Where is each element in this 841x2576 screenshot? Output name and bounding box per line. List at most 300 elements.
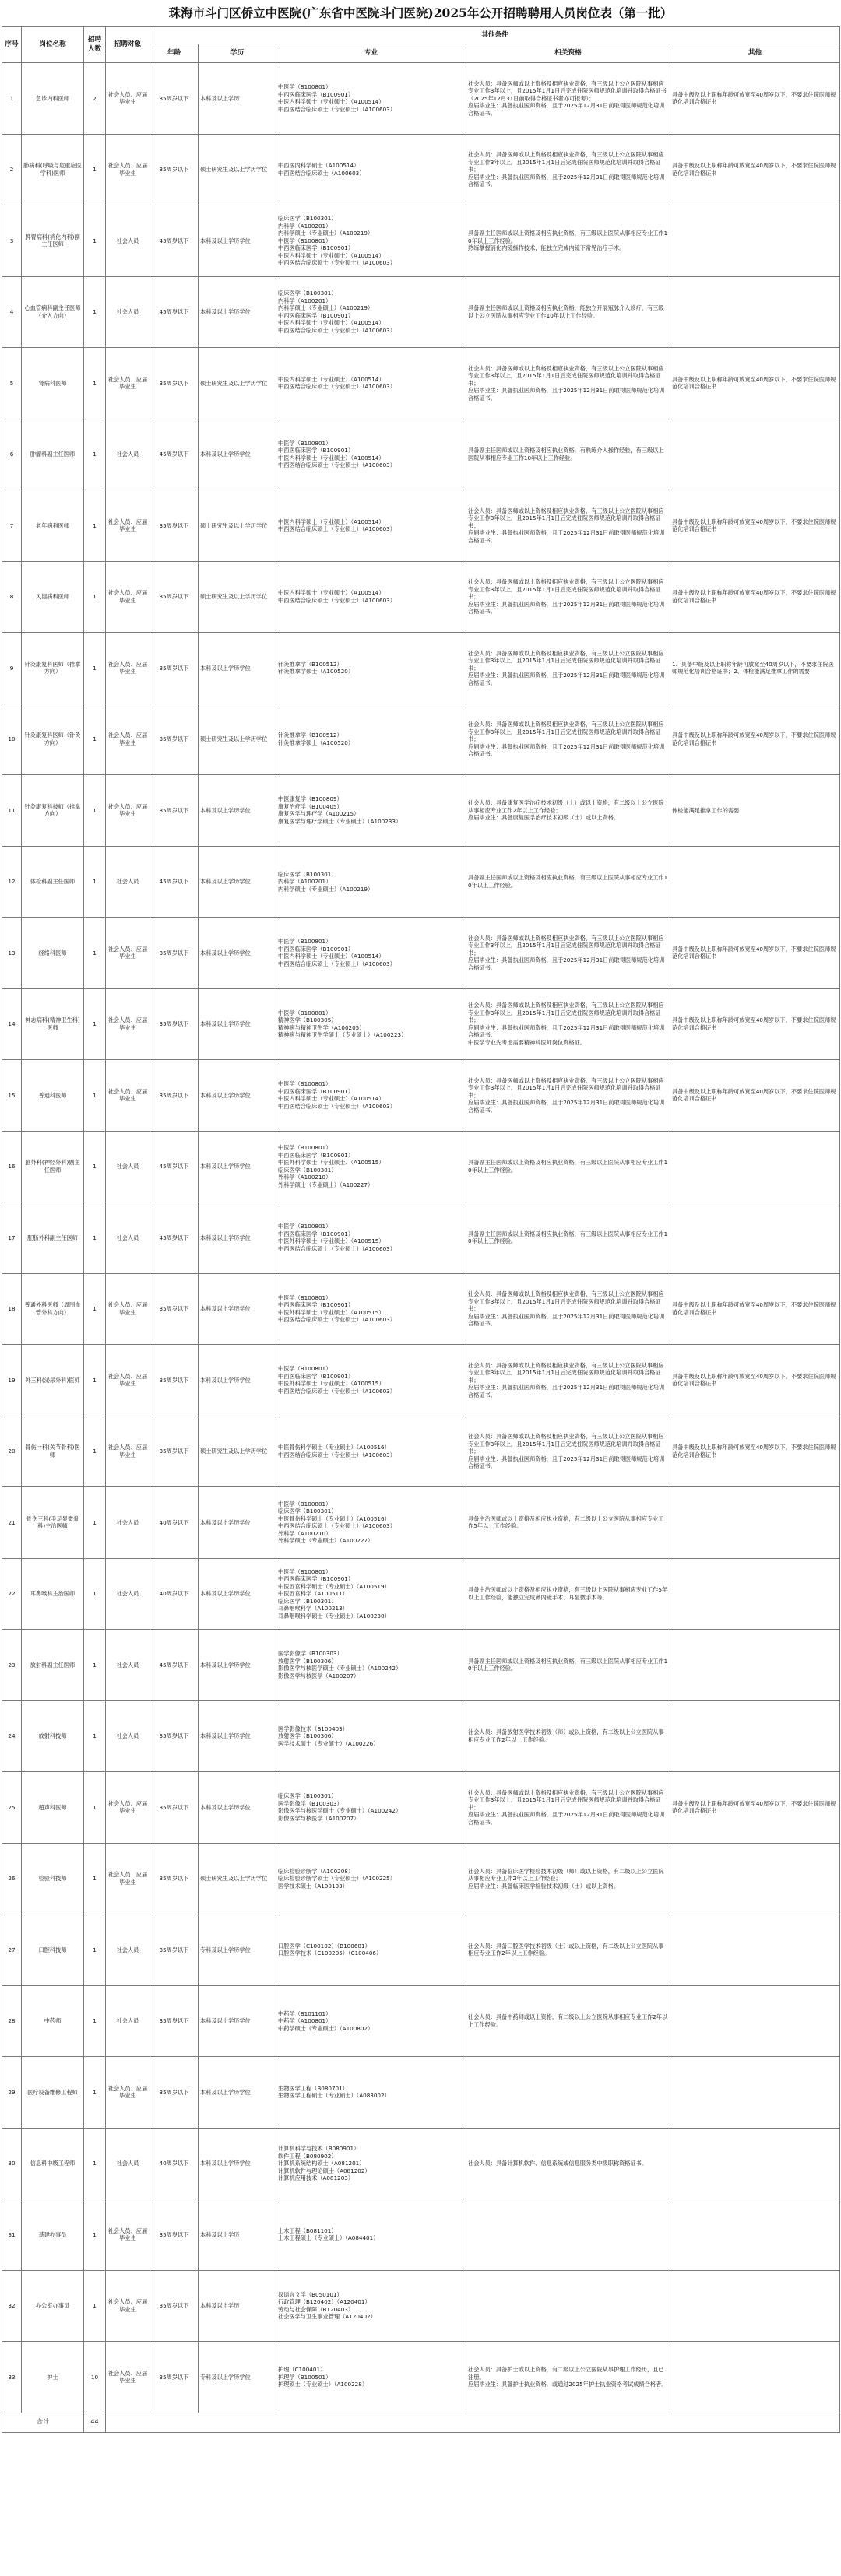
cell-other: 具备中级及以上职称年龄可放宽至40周岁以下，不要求住院医师规范化培训合格证书 (670, 1772, 840, 1844)
cell-index: 18 (2, 1273, 22, 1345)
table-row (2, 775, 840, 847)
cell-qualification: 社会人员：具备康复医学治疗技术初级（士）或以上资格，有二级以上公立医院从事相应专业工作2年以上工作经验； 应届毕业生：具备康复医学治疗技术初级（士）或以上资格。 (466, 775, 670, 847)
cell-qualification: 具备副主任医师或以上资格及相应执业资格，有三级以上医院从事相应专业工作10年以上工作经验。 熟练掌握消化内镜操作技术，能独立完成内镜下常见治疗手术。 (466, 205, 670, 277)
cell-education: 硕士研究生及以上学历学位 (199, 134, 276, 205)
cell-index: 6 (2, 419, 22, 490)
cell-major: 中医学（B100801） 中西医临床医学（B100901） 中医内科学硕士（专业硕士）（A100514） 中西医结合临床硕士（专业硕士）（A100603） (276, 419, 466, 490)
cell-target: 社会人员 (106, 1914, 150, 1986)
cell-education: 本科及以上学历学位 (199, 1345, 276, 1416)
cell-other (670, 205, 840, 277)
header-other: 其他 (670, 44, 840, 63)
table-row (2, 2342, 840, 2413)
cell-age: 45周岁以下 (150, 1630, 199, 1701)
cell-qualification: 社会人员：具备放射医学技术初级（师）或以上资格，有二级以上公立医院从事相应专业工作2年以上工作经验。 (466, 1700, 670, 1772)
cell-index: 3 (2, 205, 22, 277)
cell-position: 神志病科(精神卫生科)医师 (22, 988, 84, 1060)
cell-count: 1 (84, 1558, 106, 1630)
table-row (2, 704, 840, 775)
cell-other: 具备中级及以上职称年龄可放宽至40周岁以下，不要求住院医师规范化培训合格证书 (670, 134, 840, 205)
cell-index: 13 (2, 918, 22, 989)
cell-age: 35周岁以下 (150, 1060, 199, 1132)
cell-index: 1 (2, 63, 22, 135)
cell-other (670, 1558, 840, 1630)
cell-count: 1 (84, 2128, 106, 2199)
cell-other (670, 2199, 840, 2271)
table-row (2, 1843, 840, 1914)
table-row (2, 419, 840, 490)
cell-education: 本科及以上学历学位 (199, 2128, 276, 2199)
cell-other: 具备中级及以上职称年龄可放宽至40周岁以下，不要求住院医师规范化培训合格证书 (670, 348, 840, 419)
cell-age: 35周岁以下 (150, 561, 199, 633)
cell-index: 31 (2, 2199, 22, 2271)
cell-age: 35周岁以下 (150, 134, 199, 205)
cell-age: 35周岁以下 (150, 1914, 199, 1986)
cell-other: 体检能满足推拿工作的需要 (670, 775, 840, 847)
cell-qualification: 社会人员：具备医师或以上资格及相应执业资格，有三级以上公立医院从事相应专业工作3年以上，且2015年1月1日后完成住院医师规范化培训并取得合格证书； 应届毕业生：具备执业医师资格，且于2025年12月31日前取得医师规范化培训合格证书。 (466, 633, 670, 704)
cell-target: 社会人员 (106, 1487, 150, 1559)
table-row (2, 561, 840, 633)
cell-major: 中医学（B100801） 精神医学（B100305） 精神病与精神卫生学（A100205） 精神病与精神卫生学硕士（专业硕士）（A100223） (276, 988, 466, 1060)
total-filler (106, 2413, 840, 2432)
cell-count: 2 (84, 63, 106, 135)
cell-education: 本科及以上学历 (199, 63, 276, 135)
cell-index: 29 (2, 2057, 22, 2129)
cell-target: 社会人员、应届毕业生 (106, 1772, 150, 1844)
cell-major: 中医康复学（B100809） 康复治疗学（B100405） 康复医学与理疗学（A100215） 康复医学与理疗学硕士（专业硕士）（A100233） (276, 775, 466, 847)
cell-count: 1 (84, 1131, 106, 1202)
cell-count: 1 (84, 1416, 106, 1487)
cell-major: 土木工程（B081101） 土木工程硕士（专业硕士）（A084401） (276, 2199, 466, 2271)
cell-age: 45周岁以下 (150, 276, 199, 348)
cell-education: 本科及以上学历学位 (199, 1700, 276, 1772)
table-row (2, 2128, 840, 2199)
cell-index: 10 (2, 704, 22, 775)
cell-count: 1 (84, 633, 106, 704)
cell-age: 35周岁以下 (150, 1700, 199, 1772)
cell-qualification: 具备主治医师或以上资格及相应执业资格，有二级以上公立医院从事相应专业工作5年以上工作经验。 (466, 1487, 670, 1559)
cell-education: 本科及以上学历学位 (199, 1985, 276, 2057)
cell-position: 放射科技师 (22, 1700, 84, 1772)
cell-position: 耳鼻喉科主治医师 (22, 1558, 84, 1630)
cell-index: 33 (2, 2342, 22, 2413)
cell-other (670, 1985, 840, 2057)
cell-position: 针灸康复科医师（推拿方向） (22, 633, 84, 704)
cell-qualification: 社会人员：具备护士或以上资格，有二级以上公立医院从事护理工作经历，且已注册。 应届毕业生：具备护士执业资格，或通过2025年护士执业资格考试成绩合格者。 (466, 2342, 670, 2413)
cell-position: 普通科医师 (22, 1060, 84, 1132)
header-index: 序号 (2, 27, 22, 63)
total-row (2, 2413, 840, 2432)
table-row (2, 134, 840, 205)
cell-age: 35周岁以下 (150, 1273, 199, 1345)
cell-major: 中医学（B100801） 临床医学（B100301） 中医骨伤科学硕士（专业硕士）（A100516） 中西医结合临床硕士（专业硕士）（A100603） 外科学（A100210） 外科学硕士（专业硕士）（A100227） (276, 1487, 466, 1559)
cell-position: 口腔科技师 (22, 1914, 84, 1986)
cell-education: 硕士研究生及以上学历学位 (199, 1843, 276, 1914)
cell-target: 社会人员、应届毕业生 (106, 1345, 150, 1416)
cell-age: 35周岁以下 (150, 633, 199, 704)
cell-major: 中医学（B100801） 中西医临床医学（B100901） 中医外科学硕士（专业硕士）（A100515） 中西医结合临床硕士（专业硕士）（A100603） (276, 1273, 466, 1345)
cell-target: 社会人员 (106, 1700, 150, 1772)
cell-position: 老年病科医师 (22, 490, 84, 562)
cell-age: 35周岁以下 (150, 1416, 199, 1487)
cell-major: 医学影像技术（B100403） 放射医学（B100306） 医学技术硕士（专业硕士）（A100226） (276, 1700, 466, 1772)
cell-count: 1 (84, 1772, 106, 1844)
cell-major: 中医骨伤科学硕士（专业硕士）（A100516） 中西医结合临床硕士（专业硕士）（A100603） (276, 1416, 466, 1487)
cell-education: 本科及以上学历学位 (199, 1558, 276, 1630)
cell-position: 肛肠外科副主任医师 (22, 1202, 84, 1274)
total-count: 44 (84, 2413, 106, 2432)
cell-index: 11 (2, 775, 22, 847)
cell-count: 1 (84, 775, 106, 847)
cell-qualification: 社会人员：具备医师或以上资格及相应执业资格，有三级以上公立医院从事相应专业工作3年以上，且2015年1月1日后完成住院医师规范化培训并取得合格证书； 应届毕业生：具备执业医师资格，且于2025年12月31日前取得医师规范化培训合格证书。 (466, 348, 670, 419)
cell-qualification: 社会人员：具备医师或以上资格及相应执业资格，有三级以上公立医院从事相应专业工作3年以上，且2015年1月1日后完成住院医师规范化培训并取得合格证书； 应届毕业生：具备执业医师资格，且于2025年12月31日前取得医师规范化培训合格证书。 (466, 490, 670, 562)
cell-count: 1 (84, 134, 106, 205)
cell-position: 护士 (22, 2342, 84, 2413)
cell-target: 社会人员、应届毕业生 (106, 2199, 150, 2271)
cell-other (670, 1630, 840, 1701)
cell-target: 社会人员、应届毕业生 (106, 633, 150, 704)
cell-education: 本科及以上学历 (199, 2199, 276, 2271)
cell-position: 外三科(泌尿外科)医师 (22, 1345, 84, 1416)
cell-education: 本科及以上学历学位 (199, 276, 276, 348)
cell-target: 社会人员 (106, 2128, 150, 2199)
cell-index: 12 (2, 846, 22, 918)
cell-age: 35周岁以下 (150, 1985, 199, 2057)
cell-education: 硕士研究生及以上学历学位 (199, 561, 276, 633)
cell-qualification: 具备副主任医师或以上资格及相应执业资格，有熟练介入操作经验，有三级以上医院从事相应专业工作10年以上工作经验。 (466, 419, 670, 490)
cell-index: 24 (2, 1700, 22, 1772)
table-row (2, 1487, 840, 1559)
cell-index: 7 (2, 490, 22, 562)
table-row (2, 1202, 840, 1274)
cell-major: 中医内科学硕士（专业硕士）（A100514） 中西医结合临床硕士（专业硕士）（A100603） (276, 490, 466, 562)
header-major: 专业 (276, 44, 466, 63)
cell-position: 骨伤三科(手足显微骨科)主治医师 (22, 1487, 84, 1559)
cell-index: 17 (2, 1202, 22, 1274)
cell-education: 本科及以上学历 (199, 2270, 276, 2342)
cell-qualification: 社会人员：具备医师或以上资格及相应执业资格，有三级以上公立医院从事相应专业工作3年以上，且2015年1月1日后完成住院医师规范化培训并取得合格证书； 应届毕业生：具备执业医师资格，且于2025年12月31日前取得医师规范化培训合格证书。 (466, 1416, 670, 1487)
cell-other: 具备中级及以上职称年龄可放宽至40周岁以下，不要求住院医师规范化培训合格证书 (670, 1416, 840, 1487)
cell-qualification: 社会人员：具备口腔医学技术初级（士）或以上资格，有二级以上公立医院从事相应专业工作2年以上工作经验。 (466, 1914, 670, 1986)
table-row (2, 1985, 840, 2057)
cell-age: 40周岁以下 (150, 1558, 199, 1630)
cell-target: 社会人员 (106, 1202, 150, 1274)
cell-target: 社会人员、应届毕业生 (106, 1843, 150, 1914)
cell-index: 25 (2, 1772, 22, 1844)
cell-count: 1 (84, 2199, 106, 2271)
cell-index: 4 (2, 276, 22, 348)
cell-other (670, 419, 840, 490)
cell-qualification: 社会人员：具备医师或以上资格及相应执业资格，有三级以上公立医院从事相应专业工作3年以上，且2015年1月1日后完成住院医师规范化培训并取得合格证书； 应届毕业生：具备执业医师资格，且于2025年12月31日前取得医师规范化培训合格证书。 (466, 1273, 670, 1345)
table-row (2, 2270, 840, 2342)
header-age: 年龄 (150, 44, 199, 63)
table-row (2, 63, 840, 135)
cell-education: 本科及以上学历学位 (199, 1772, 276, 1844)
cell-qualification: 具备副主任医师或以上资格及相应执业资格，有三级以上医院从事相应专业工作10年以上工作经验。 (466, 1202, 670, 1274)
cell-education: 本科及以上学历学位 (199, 1060, 276, 1132)
total-label: 合计 (2, 2413, 84, 2432)
cell-position: 检验科技师 (22, 1843, 84, 1914)
positions-table (2, 26, 840, 2433)
cell-education: 本科及以上学历学位 (199, 918, 276, 989)
cell-qualification: 具备主治医师或以上资格及相应执业资格，有三级以上医院从事相应专业工作5年以上工作经验，能独立完成鼻内镜手术、耳显微手术等。 (466, 1558, 670, 1630)
cell-index: 20 (2, 1416, 22, 1487)
cell-count: 1 (84, 704, 106, 775)
cell-qualification: 社会人员：具备临床医学检验技术初级（师）或以上资格，有二级以上公立医院从事相应专业工作2年以上工作经验； 应届毕业生：具备临床医学检验技术初级（士）或以上资格。 (466, 1843, 670, 1914)
cell-position: 骨伤一科(关节骨科)医师 (22, 1416, 84, 1487)
cell-index: 27 (2, 1914, 22, 1986)
cell-other (670, 276, 840, 348)
cell-education: 本科及以上学历学位 (199, 1202, 276, 1274)
cell-major: 临床医学（B100301） 内科学（A100201） 内科学硕士（专业硕士）（A100219） 中医学（B100801） 中西医临床医学（B100901） 中医内科学硕士（专业硕士）（A100514） 中西医结合临床硕士（专业硕士）（A100603） (276, 205, 466, 277)
cell-other: 具备中级及以上职称年龄可放宽至40周岁以下，不要求住院医师规范化培训合格证书 (670, 918, 840, 989)
cell-qualification: 社会人员：具备医师或以上资格及相应执业资格，有三级以上公立医院从事相应专业工作3年以上，且2015年1月1日后完成住院医师规范化培训并取得合格证书； 应届毕业生：具备执业医师资格，且于2025年12月31日前取得医师规范化培训合格证书。 (466, 134, 670, 205)
cell-target: 社会人员 (106, 276, 150, 348)
cell-qualification: 社会人员：具备医师或以上资格及相应执业资格，有三级以上公立医院从事相应专业工作3年以上，且2015年1月1日后完成住院医师规范化培训并取得合格证书； 应届毕业生：具备执业医师资格，且于2025年12月31日前取得医师规范化培训合格证书。 (466, 1772, 670, 1844)
cell-target: 社会人员、应届毕业生 (106, 918, 150, 989)
cell-index: 30 (2, 2128, 22, 2199)
cell-major: 中医内科学硕士（专业硕士）（A100514） 中西医结合临床硕士（专业硕士）（A100603） (276, 348, 466, 419)
cell-other: 具备中级及以上职称年龄可放宽至40周岁以下，不要求住院医师规范化培训合格证书 (670, 1060, 840, 1132)
cell-education: 本科及以上学历学位 (199, 1131, 276, 1202)
cell-major: 中医学（B100801） 中西医临床医学（B100901） 中医五官科学硕士（专业硕士）（A100519） 中医五官科学（A100511） 临床医学（B100301） 耳鼻咽喉科学（A100213） 耳鼻咽喉科学硕士（专业硕士）（A100230） (276, 1558, 466, 1630)
table-row (2, 205, 840, 277)
cell-target: 社会人员、应届毕业生 (106, 134, 150, 205)
cell-index: 19 (2, 1345, 22, 1416)
cell-position: 普通外科医师（周围血管外科方向） (22, 1273, 84, 1345)
cell-other (670, 2342, 840, 2413)
cell-position: 脾胃病科(消化内科)副主任医师 (22, 205, 84, 277)
cell-qualification: 社会人员：具备医师或以上资格及相应执业资格，有三级以上公立医院从事相应专业工作3年以上，且2015年1月1日后完成住院医师规范化培训并取得合格证书（2025年12月31日前取得合格证书者亦可报考）； 应届毕业生：具备执业医师资格，且于2025年12月31日前取得医师规范化培训合格证书。 (466, 63, 670, 135)
cell-count: 1 (84, 2270, 106, 2342)
table-row (2, 2057, 840, 2129)
cell-major: 计算机科学与技术（B080901） 软件工程（B080902） 计算机系统结构硕士（A081201） 计算机软件与理论硕士（A081202） 计算机应用技术（A081203） (276, 2128, 466, 2199)
cell-age: 35周岁以下 (150, 2057, 199, 2129)
cell-education: 硕士研究生及以上学历学位 (199, 490, 276, 562)
header-target: 招聘对象 (106, 27, 150, 63)
cell-other: 具备中级及以上职称年龄可放宽至40周岁以下，不要求住院医师规范化培训合格证书 (670, 63, 840, 135)
cell-other: 具备中级及以上职称年龄可放宽至40周岁以下，不要求住院医师规范化培训合格证书 (670, 490, 840, 562)
cell-count: 1 (84, 2057, 106, 2129)
cell-other: 具备中级及以上职称年龄可放宽至40周岁以下，不要求住院医师规范化培训合格证书 (670, 704, 840, 775)
cell-education: 本科及以上学历学位 (199, 419, 276, 490)
cell-major: 中药学（B101101） 中药学（A100801） 中药学硕士（专业硕士）（A100802） (276, 1985, 466, 2057)
header-position: 岗位名称 (22, 27, 84, 63)
cell-other: 1、具备中级及以上职称年龄可放宽至40周岁以下，不要求住院医师规范化培训合格证书；2、体检能满足推拿工作的需要 (670, 633, 840, 704)
cell-position: 针灸康复科技师（推拿方向） (22, 775, 84, 847)
cell-other (670, 2128, 840, 2199)
cell-target: 社会人员 (106, 1131, 150, 1202)
cell-position: 经络科医师 (22, 918, 84, 989)
cell-index: 14 (2, 988, 22, 1060)
table-row (2, 1630, 840, 1701)
cell-target: 社会人员 (106, 846, 150, 918)
cell-age: 35周岁以下 (150, 1772, 199, 1844)
cell-count: 10 (84, 2342, 106, 2413)
table-row (2, 918, 840, 989)
cell-index: 28 (2, 1985, 22, 2057)
cell-target: 社会人员、应届毕业生 (106, 775, 150, 847)
cell-education: 硕士研究生及以上学历学位 (199, 704, 276, 775)
table-row (2, 276, 840, 348)
cell-age: 35周岁以下 (150, 918, 199, 989)
cell-major: 中医学（B100801） 中西医临床医学（B100901） 中医外科学硕士（专业硕士）（A100515） 中西医结合临床硕士（专业硕士）（A100603） (276, 1345, 466, 1416)
cell-count: 1 (84, 918, 106, 989)
cell-target: 社会人员、应届毕业生 (106, 2342, 150, 2413)
cell-education: 硕士研究生及以上学历学位 (199, 1416, 276, 1487)
cell-education: 本科及以上学历学位 (199, 1273, 276, 1345)
cell-target: 社会人员、应届毕业生 (106, 704, 150, 775)
cell-education: 本科及以上学历学位 (199, 775, 276, 847)
cell-education: 本科及以上学历学位 (199, 2057, 276, 2129)
header-education: 学历 (199, 44, 276, 63)
cell-qualification: 具备副主任医师或以上资格及相应执业资格，有三级以上医院从事相应专业工作10年以上工作经验。 (466, 1630, 670, 1701)
cell-other (670, 1914, 840, 1986)
cell-age: 35周岁以下 (150, 1345, 199, 1416)
header-count: 招聘人数 (84, 27, 106, 63)
cell-age: 35周岁以下 (150, 490, 199, 562)
cell-other: 具备中级及以上职称年龄可放宽至40周岁以下，不要求住院医师规范化培训合格证书 (670, 1273, 840, 1345)
cell-age: 40周岁以下 (150, 2128, 199, 2199)
cell-education: 专科及以上学历学位 (199, 1914, 276, 1986)
cell-major: 中医学（B100801） 中西医临床医学（B100901） 中医外科学硕士（专业硕士）（A100515） 临床医学（B100301） 外科学（A100210） 外科学硕士（专业硕士）（A100227） (276, 1131, 466, 1202)
table-row (2, 1772, 840, 1844)
table-row (2, 348, 840, 419)
cell-age: 35周岁以下 (150, 775, 199, 847)
cell-position: 医疗设备维修工程师 (22, 2057, 84, 2129)
cell-other: 具备中级及以上职称年龄可放宽至40周岁以下，不要求住院医师规范化培训合格证书 (670, 988, 840, 1060)
cell-position: 体检科副主任医师 (22, 846, 84, 918)
cell-count: 1 (84, 1487, 106, 1559)
cell-count: 1 (84, 419, 106, 490)
cell-qualification (466, 2199, 670, 2271)
cell-age: 35周岁以下 (150, 704, 199, 775)
cell-major: 中医学（B100801） 中西医临床医学（B100901） 中医内科学硕士（专业硕士）（A100514） 中西医结合临床硕士（专业硕士）（A100603） (276, 1060, 466, 1132)
cell-index: 16 (2, 1131, 22, 1202)
cell-major: 临床医学（B100301） 内科学（A100201） 内科学硕士（专业硕士）（A100219） (276, 846, 466, 918)
positions-table-body (2, 63, 840, 2413)
table-row (2, 2199, 840, 2271)
cell-major: 针灸推拿学（B100512） 针灸推拿学硕士（A100520） (276, 633, 466, 704)
cell-major: 中医学（B100801） 中西医临床医学（B100901） 中医外科学硕士（专业硕士）（A100515） 中西医结合临床硕士（专业硕士）（A100603） (276, 1202, 466, 1274)
cell-target: 社会人员、应届毕业生 (106, 2270, 150, 2342)
cell-qualification: 社会人员：具备医师或以上资格及相应执业资格，有三级以上公立医院从事相应专业工作3年以上，且2015年1月1日后完成住院医师规范化培训并取得合格证书； 应届毕业生：具备执业医师资格，且于2025年12月31日前取得医师规范化培训合格证书。 (466, 561, 670, 633)
table-row (2, 1273, 840, 1345)
cell-target: 社会人员、应届毕业生 (106, 490, 150, 562)
table-row (2, 1416, 840, 1487)
cell-other: 具备中级及以上职称年龄可放宽至40周岁以下，不要求住院医师规范化培训合格证书 (670, 1345, 840, 1416)
cell-qualification: 具备副主任医师或以上资格及相应执业资格，有三级以上医院从事相应专业工作10年以上工作经验。 (466, 846, 670, 918)
cell-education: 专科及以上学历学位 (199, 2342, 276, 2413)
table-row (2, 1345, 840, 1416)
cell-other (670, 2057, 840, 2129)
table-row (2, 490, 840, 562)
cell-major: 临床检验诊断学（A100208） 临床检验诊断学硕士（专业硕士）（A100225） 医学技术硕士（A100103） (276, 1843, 466, 1914)
cell-index: 26 (2, 1843, 22, 1914)
cell-age: 35周岁以下 (150, 2270, 199, 2342)
header-qualification: 相关资格 (466, 44, 670, 63)
cell-age: 35周岁以下 (150, 348, 199, 419)
cell-age: 40周岁以下 (150, 1487, 199, 1559)
cell-age: 35周岁以下 (150, 2342, 199, 2413)
cell-position: 肾病科医师 (22, 348, 84, 419)
cell-age: 35周岁以下 (150, 1843, 199, 1914)
header-row-1 (2, 27, 840, 44)
cell-position: 风湿病科医师 (22, 561, 84, 633)
table-row (2, 846, 840, 918)
cell-target: 社会人员、应届毕业生 (106, 2057, 150, 2129)
cell-target: 社会人员 (106, 419, 150, 490)
cell-education: 硕士研究生及以上学历学位 (199, 348, 276, 419)
cell-count: 1 (84, 1345, 106, 1416)
cell-other (670, 1131, 840, 1202)
cell-count: 1 (84, 561, 106, 633)
cell-education: 本科及以上学历学位 (199, 205, 276, 277)
cell-education: 本科及以上学历学位 (199, 1630, 276, 1701)
cell-count: 1 (84, 1273, 106, 1345)
cell-qualification: 社会人员：具备中药师或以上资格，有二级以上公立医院从事相应专业工作2年以上工作经验。 (466, 1985, 670, 2057)
cell-count: 1 (84, 1060, 106, 1132)
cell-position: 肿瘤科副主任医师 (22, 419, 84, 490)
cell-major: 医学影像学（B100303） 放射医学（B100306） 影像医学与核医学硕士（专业硕士）（A100242） 影像医学与核医学（A100207） (276, 1630, 466, 1701)
cell-position: 心血管病科副主任医师（介入方向） (22, 276, 84, 348)
cell-index: 23 (2, 1630, 22, 1701)
cell-major: 护理（C100401） 护理学（B100501） 护理硕士（专业硕士）（A100228） (276, 2342, 466, 2413)
cell-count: 1 (84, 988, 106, 1060)
cell-other (670, 846, 840, 918)
cell-major: 生物医学工程（B080701） 生物医学工程硕士（专业硕士）（A083002） (276, 2057, 466, 2129)
cell-education: 本科及以上学历学位 (199, 1487, 276, 1559)
cell-major: 临床医学（B100301） 医学影像学（B100303） 影像医学与核医学硕士（专业硕士）（A100242） 影像医学与核医学（A100207） (276, 1772, 466, 1844)
cell-count: 1 (84, 1700, 106, 1772)
cell-target: 社会人员、应届毕业生 (106, 1273, 150, 1345)
cell-target: 社会人员、应届毕业生 (106, 1416, 150, 1487)
cell-target: 社会人员、应届毕业生 (106, 63, 150, 135)
cell-other (670, 1700, 840, 1772)
cell-position: 办公室办事员 (22, 2270, 84, 2342)
cell-age: 45周岁以下 (150, 205, 199, 277)
table-row (2, 1700, 840, 1772)
page-title: 珠海市斗门区侨立中医院(广东省中医院斗门医院)2025年公开招聘聘用人员岗位表（第一批） (168, 5, 673, 20)
table-row (2, 1131, 840, 1202)
cell-major: 临床医学（B100301） 内科学（A100201） 内科学硕士（专业硕士）（A100219） 中西医临床医学（B100901） 中医内科学硕士（专业硕士）（A100514） 中西医结合临床硕士（专业硕士）（A100603） (276, 276, 466, 348)
cell-qualification (466, 2270, 670, 2342)
cell-target: 社会人员、应届毕业生 (106, 988, 150, 1060)
cell-qualification: 社会人员：具备医师或以上资格及相应执业资格，有三级以上公立医院从事相应专业工作3年以上，且2015年1月1日后完成住院医师规范化培训并取得合格证书； 应届毕业生：具备执业医师资格，且于2025年12月31日前取得医师规范化培训合格证书。 (466, 1345, 670, 1416)
cell-qualification: 社会人员：具备医师或以上资格及相应执业资格，有三级以上公立医院从事相应专业工作3年以上，且2015年1月1日后完成住院医师规范化培训并取得合格证书； 应届毕业生：具备执业医师资格，且于2025年12月31日前取得医师规范化培训合格证书。 (466, 918, 670, 989)
table-row (2, 1060, 840, 1132)
cell-target: 社会人员、应届毕业生 (106, 348, 150, 419)
cell-qualification (466, 2057, 670, 2129)
cell-position: 超声科医师 (22, 1772, 84, 1844)
cell-target: 社会人员 (106, 1558, 150, 1630)
cell-target: 社会人员、应届毕业生 (106, 1060, 150, 1132)
cell-other (670, 1487, 840, 1559)
cell-age: 35周岁以下 (150, 63, 199, 135)
cell-education: 本科及以上学历学位 (199, 633, 276, 704)
cell-position: 针灸康复科医师（针灸方向） (22, 704, 84, 775)
cell-target: 社会人员 (106, 205, 150, 277)
cell-index: 22 (2, 1558, 22, 1630)
cell-other (670, 2270, 840, 2342)
cell-index: 8 (2, 561, 22, 633)
cell-count: 1 (84, 1202, 106, 1274)
cell-qualification: 具备副主任医师或以上资格及相应执业资格，能独立开展冠脉介入诊疗，有三级以上公立医院从事相应专业工作10年以上工作经验。 (466, 276, 670, 348)
cell-qualification: 社会人员：具备计算机软件、信息系统或信息服务类中级职称资格证书。 (466, 2128, 670, 2199)
cell-count: 1 (84, 348, 106, 419)
cell-age: 45周岁以下 (150, 1202, 199, 1274)
cell-age: 45周岁以下 (150, 1131, 199, 1202)
cell-position: 放射科副主任医师 (22, 1630, 84, 1701)
